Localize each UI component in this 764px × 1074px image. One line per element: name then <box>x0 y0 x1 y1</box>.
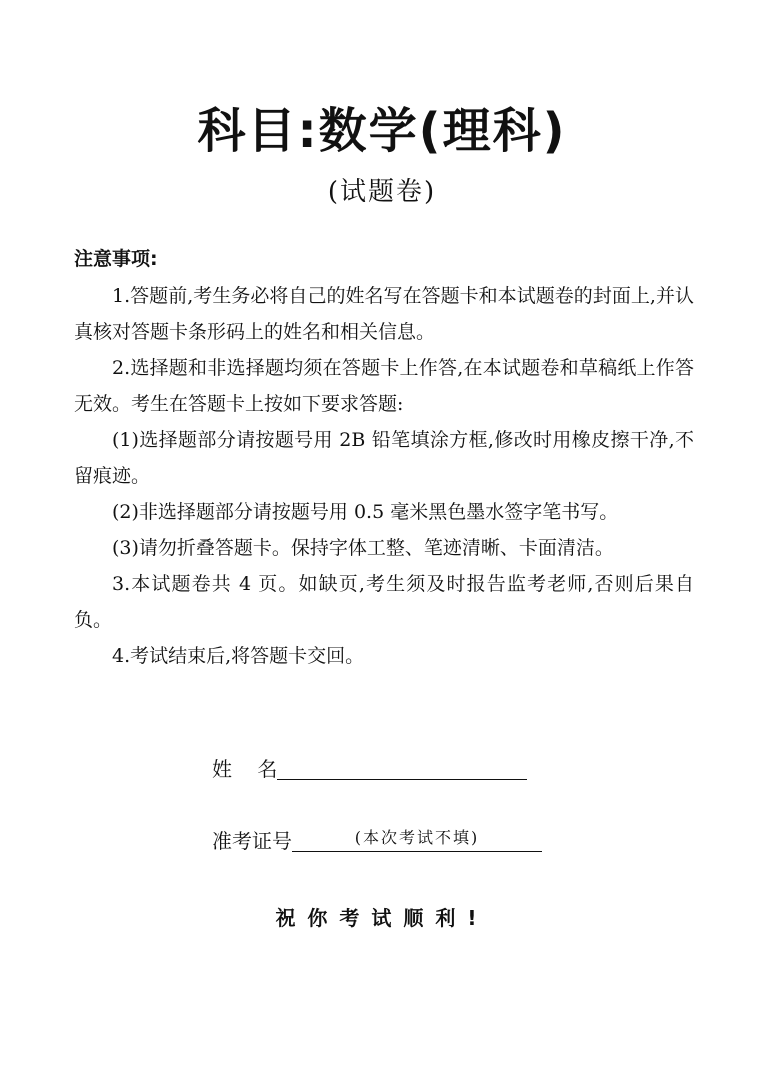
notice-heading: 注意事项: <box>74 248 158 270</box>
notice-item: 4.考试结束后,将答题卡交回。 <box>112 645 365 667</box>
exam-id-field-row <box>212 826 542 856</box>
notice-item: (1)选择题部分请按题号用 2B 铅笔填涂方框,修改时用橡皮擦干净,不留痕迹。 <box>74 429 694 487</box>
good-luck-message: 祝你考试顺利! <box>275 906 489 930</box>
subject-title: 科目:数学(理科) <box>197 103 567 159</box>
notice-list <box>74 278 694 674</box>
notice-item: (3)请勿折叠答题卡。保持字体工整、笔迹清晰、卡面清洁。 <box>112 537 614 559</box>
paper-subtitle: (试题卷) <box>327 177 437 207</box>
exam-id-label: 准考证号 <box>212 829 292 853</box>
name-label: 姓 名 <box>212 757 278 781</box>
exam-id-blank-line: (本次考试不填) <box>292 826 542 852</box>
notice-item: 1.答题前,考生务必将自己的姓名写在答题卡和本试题卷的封面上,并认真核对答题卡条形码上的姓名和相关信息。 <box>74 285 694 343</box>
notice-item: 3.本试题卷共 4 页。如缺页,考生须及时报告监考老师,否则后果自负。 <box>74 573 694 631</box>
name-field-row <box>212 754 527 784</box>
notice-item: (2)非选择题部分请按题号用 0.5 毫米黑色墨水签字笔书写。 <box>112 501 619 523</box>
notice-item: 2.选择题和非选择题均须在答题卡上作答,在本试题卷和草稿纸上作答无效。考生在答题卡上按如下要求答题: <box>74 357 694 415</box>
name-blank-line[interactable] <box>277 754 527 780</box>
